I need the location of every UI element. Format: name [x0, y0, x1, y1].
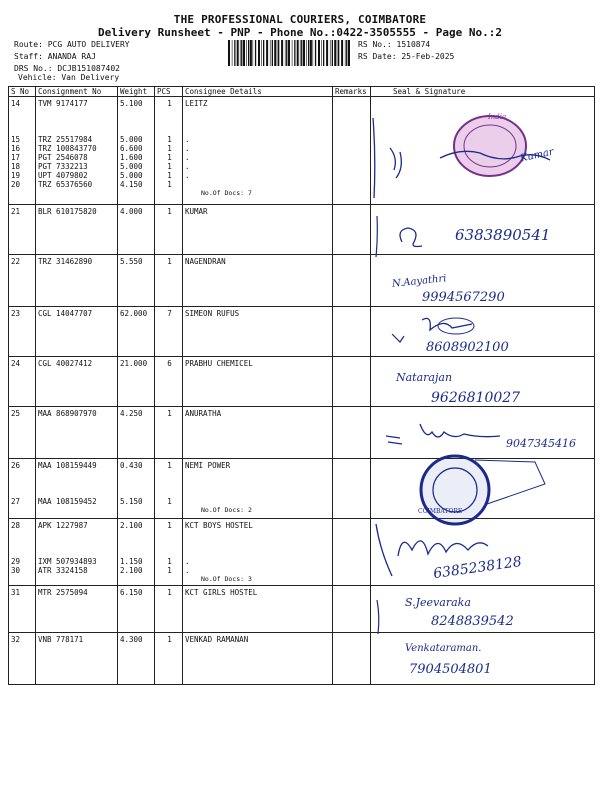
cell-text: APK 1227987	[38, 521, 88, 530]
cell-text: 14	[11, 99, 21, 108]
cell-text: 27	[11, 497, 21, 506]
cell-text	[120, 470, 154, 479]
cell-text: 30	[11, 566, 21, 575]
barcode-bar	[332, 40, 333, 66]
docs-count: No.Of Docs: 7	[201, 189, 252, 197]
cell-pcs	[155, 586, 183, 633]
cell-text: 21	[11, 207, 21, 216]
cell-text: TVM 9174177	[38, 99, 88, 108]
cell-text: 1	[167, 635, 172, 644]
cell-pcs	[155, 205, 183, 255]
route-label: Route: PCG AUTO DELIVERY	[14, 40, 130, 49]
cell-text: 1	[167, 521, 172, 530]
cell-name	[183, 205, 333, 255]
barcode-bar	[261, 40, 262, 66]
barcode-bar	[274, 40, 276, 66]
barcode-bar	[326, 40, 328, 66]
barcode-bar	[337, 40, 338, 66]
handwritten-phone: 6383890541	[455, 226, 551, 244]
barcode-bar	[345, 40, 346, 66]
signature-stroke	[372, 212, 432, 260]
cell-remarks	[333, 97, 371, 205]
cell-text	[157, 548, 182, 557]
cell-name	[183, 357, 333, 407]
cell-text: 18	[11, 162, 21, 171]
cell-text	[38, 530, 117, 539]
cell-text	[38, 479, 117, 488]
barcode-bar	[234, 40, 235, 66]
cell-pcs	[155, 633, 183, 685]
col-header: Weight	[118, 87, 155, 97]
barcode-bar	[303, 40, 305, 66]
barcode-bar	[285, 40, 286, 66]
cell-name	[183, 97, 333, 205]
barcode-bar	[346, 40, 347, 66]
cell-text: MAA 108159452	[38, 497, 97, 506]
barcode-bar	[313, 40, 314, 66]
cell-name	[183, 307, 333, 357]
cell-text: 1	[167, 144, 172, 153]
cell-text	[11, 488, 35, 497]
cell-text: 1	[167, 207, 172, 216]
barcode-bar	[323, 40, 324, 66]
cell-sno	[9, 97, 36, 205]
cell-sno	[9, 519, 36, 586]
cell-text	[38, 470, 117, 479]
cell-name	[183, 586, 333, 633]
cell-name	[183, 459, 333, 519]
col-header: Consignee Details	[183, 87, 333, 97]
cell-text: 1	[167, 566, 172, 575]
cell-text	[38, 117, 117, 126]
cell-text: 1	[167, 557, 172, 566]
cell-wt	[118, 307, 155, 357]
barcode-bar	[263, 40, 264, 66]
cell-pcs	[155, 307, 183, 357]
cell-text	[157, 117, 182, 126]
barcode-bar	[308, 40, 309, 66]
stamp-text: India	[488, 113, 507, 121]
cell-text: NAGENDRAN	[185, 257, 226, 266]
cell-text: 21.000	[120, 359, 148, 368]
handwritten-phone: 8248839542	[431, 614, 514, 629]
cell-wt	[118, 633, 155, 685]
cell-text: 20	[11, 180, 21, 189]
cell-sno	[9, 586, 36, 633]
cell-name	[183, 633, 333, 685]
cell-text: KCT GIRLS HOSTEL	[185, 588, 258, 597]
cell-text	[185, 117, 332, 126]
cell-text	[157, 530, 182, 539]
cell-remarks	[333, 407, 371, 459]
cell-text: .	[185, 153, 190, 162]
cell-text: 31	[11, 588, 21, 597]
cell-text: TRZ 65376560	[38, 180, 93, 189]
cell-text	[185, 530, 332, 539]
barcode-bar	[301, 40, 302, 66]
cell-text: 22	[11, 257, 21, 266]
cell-text: TRZ 100843770	[38, 144, 97, 153]
handwritten-phone: 9047345416	[506, 437, 576, 450]
barcode-bar	[255, 40, 256, 66]
stamp-text: COIMBATORE	[418, 508, 463, 515]
cell-text: 4.150	[120, 180, 143, 189]
cell-text: TRZ 25517984	[38, 135, 93, 144]
cell-sno	[9, 205, 36, 255]
cell-text: 7	[167, 309, 172, 318]
cell-cn	[36, 519, 118, 586]
barcode-bar	[270, 40, 271, 66]
handwritten-phone: 9626810027	[431, 390, 521, 406]
cell-cn	[36, 459, 118, 519]
cell-text: 0.430	[120, 461, 143, 470]
cell-text: SIMEON RUFUS	[185, 309, 240, 318]
cell-text: 1	[167, 162, 172, 171]
cell-text: .	[185, 135, 190, 144]
cell-text: 1	[167, 180, 172, 189]
cell-text: MTR 2575094	[38, 588, 88, 597]
cell-text: TRZ 31462890	[38, 257, 93, 266]
cell-text: PRABHU CHEMICEL	[185, 359, 253, 368]
cell-text: 5.550	[120, 257, 143, 266]
cell-text: CGL 40027412	[38, 359, 93, 368]
handwritten-name: N.Aayathri	[391, 273, 447, 290]
handwritten-name: Venkataraman.	[405, 643, 482, 654]
vehicle-label: Vehicle: Van Delivery	[18, 73, 120, 82]
cell-text	[11, 470, 35, 479]
rs-date: RS Date: 25-Feb-2025	[358, 52, 455, 61]
cell-sno	[9, 459, 36, 519]
cell-text: 1	[167, 257, 172, 266]
cell-text: 6.150	[120, 588, 143, 597]
barcode-bar	[330, 40, 331, 66]
cell-text	[11, 548, 35, 557]
cell-cn	[36, 407, 118, 459]
cell-text: 5.150	[120, 497, 143, 506]
cell-text: 1	[167, 409, 172, 418]
barcode-bar	[288, 40, 290, 66]
cell-text: 1	[167, 171, 172, 180]
cell-text: 26	[11, 461, 21, 470]
cell-sno	[9, 633, 36, 685]
barcode-bar	[278, 40, 279, 66]
cell-text	[120, 539, 154, 548]
cell-text: .	[185, 566, 190, 575]
barcode-bar	[241, 40, 242, 66]
cell-text	[120, 126, 154, 135]
cell-text: 5.100	[120, 99, 143, 108]
handwritten-phone: 7904504801	[409, 662, 492, 677]
cell-pcs	[155, 357, 183, 407]
col-header: PCS	[155, 87, 183, 97]
col-header: Consignment No	[36, 87, 118, 97]
cell-remarks	[333, 586, 371, 633]
barcode-bar	[266, 40, 268, 66]
cell-text	[157, 126, 182, 135]
barcode-bar	[341, 40, 343, 66]
cell-text: 19	[11, 171, 21, 180]
cell-pcs	[155, 407, 183, 459]
col-header: Remarks	[333, 87, 371, 97]
cell-cn	[36, 205, 118, 255]
signature-stroke	[372, 596, 412, 636]
cell-text	[38, 126, 117, 135]
barcode	[228, 40, 353, 66]
runsheet-subtitle: Delivery Runsheet - PNP - Phone No.:0422-3505555 - Page No.:2	[98, 26, 502, 39]
cell-text: MAA 868907970	[38, 409, 97, 418]
staff-label: Staff: ANANDA RAJ	[14, 52, 96, 61]
cell-text	[185, 470, 332, 479]
cell-text: VNB 778171	[38, 635, 84, 644]
barcode-bar	[286, 40, 287, 66]
docs-count: No.Of Docs: 3	[201, 575, 252, 583]
cell-text: 1.600	[120, 153, 143, 162]
cell-text	[185, 180, 332, 189]
barcode-bar	[258, 40, 260, 66]
cell-text: MAA 108159449	[38, 461, 97, 470]
col-header: Seal & Signature	[371, 87, 595, 97]
cell-text: 6.600	[120, 144, 143, 153]
barcode-bar	[277, 40, 278, 66]
cell-text: 16	[11, 144, 21, 153]
cell-text: 1	[167, 153, 172, 162]
cell-text: PGT 2546078	[38, 153, 88, 162]
cell-text	[157, 470, 182, 479]
cell-text: BLR 610175820	[38, 207, 97, 216]
cell-text: 4.250	[120, 409, 143, 418]
cell-text	[120, 479, 154, 488]
cell-cn	[36, 307, 118, 357]
cell-text: VENKAD RAMANAN	[185, 635, 249, 644]
barcode-bar	[338, 40, 339, 66]
handwritten-phone: 8608902100	[426, 340, 509, 355]
barcode-bar	[318, 40, 320, 66]
cell-wt	[118, 459, 155, 519]
cell-remarks	[333, 459, 371, 519]
cell-remarks	[333, 255, 371, 307]
cell-text: 25	[11, 409, 21, 418]
cell-text	[185, 497, 332, 506]
cell-text	[11, 108, 35, 117]
cell-text: PGT 7332213	[38, 162, 88, 171]
cell-text: CGL 14047707	[38, 309, 93, 318]
cell-text: 6	[167, 359, 172, 368]
table-header-row	[9, 87, 595, 97]
cell-pcs	[155, 519, 183, 586]
cell-name	[183, 407, 333, 459]
cell-text	[11, 530, 35, 539]
barcode-bar	[300, 40, 301, 66]
handwritten-name: Kumar	[519, 146, 555, 165]
barcode-bar	[248, 40, 249, 66]
cell-text	[157, 488, 182, 497]
signature-stroke	[380, 420, 510, 450]
barcode-bar	[243, 40, 245, 66]
docs-count: No.Of Docs: 2	[201, 506, 252, 514]
cell-text: 32	[11, 635, 21, 644]
cell-text	[11, 539, 35, 548]
cell-cn	[36, 97, 118, 205]
cell-sno	[9, 357, 36, 407]
barcode-bar	[272, 40, 273, 66]
barcode-bar	[306, 40, 307, 66]
cell-text: 28	[11, 521, 21, 530]
cell-text: 62.000	[120, 309, 148, 318]
barcode-bar	[315, 40, 316, 66]
cell-remarks	[333, 205, 371, 255]
cell-text: 1	[167, 135, 172, 144]
handwritten-name: S.Jeevaraka	[405, 596, 471, 609]
cell-text: 23	[11, 309, 21, 318]
cell-text: .	[185, 144, 190, 153]
cell-text: ATR 3324158	[38, 566, 88, 575]
cell-text: 1.150	[120, 557, 143, 566]
cell-text: .	[185, 557, 190, 566]
cell-remarks	[333, 633, 371, 685]
barcode-bar	[250, 40, 252, 66]
round-seal	[395, 448, 555, 528]
cell-text: 24	[11, 359, 21, 368]
cell-text	[38, 108, 117, 117]
cell-text	[120, 108, 154, 117]
cell-sno	[9, 307, 36, 357]
cell-text	[157, 108, 182, 117]
cell-pcs	[155, 97, 183, 205]
handwritten-phone: 6385238128	[432, 553, 523, 583]
table-row	[9, 519, 595, 586]
cell-sno	[9, 255, 36, 307]
cell-text: 5.000	[120, 162, 143, 171]
cell-text: ANURATHA	[185, 409, 222, 418]
cell-text: 29	[11, 557, 21, 566]
cell-text	[185, 126, 332, 135]
cell-text	[11, 479, 35, 488]
barcode-bar	[228, 40, 230, 66]
cell-text: .	[185, 171, 190, 180]
cell-text: NEMI POWER	[185, 461, 231, 470]
col-header: S No	[9, 87, 36, 97]
cell-text: 1	[167, 588, 172, 597]
cell-text	[120, 488, 154, 497]
cell-text: 2.100	[120, 566, 143, 575]
cell-wt	[118, 357, 155, 407]
barcode-bar	[232, 40, 233, 66]
barcode-bar	[240, 40, 241, 66]
cell-text: 17	[11, 153, 21, 162]
cell-text: LEITZ	[185, 99, 208, 108]
cell-text	[120, 548, 154, 557]
cell-sno	[9, 407, 36, 459]
table-row	[9, 633, 595, 685]
cell-text: 4.300	[120, 635, 143, 644]
cell-text: .	[185, 162, 190, 171]
cell-text: 5.000	[120, 135, 143, 144]
cell-text	[185, 539, 332, 548]
cell-text	[185, 479, 332, 488]
cell-cn	[36, 586, 118, 633]
cell-text	[38, 548, 117, 557]
cell-text: 2.100	[120, 521, 143, 530]
cell-text: 5.000	[120, 171, 143, 180]
cell-text: KUMAR	[185, 207, 208, 216]
cell-text: 1	[167, 461, 172, 470]
drs-number: DRS No.: DCJB151087402	[14, 64, 120, 73]
barcode-bar	[334, 40, 336, 66]
cell-text: 1	[167, 99, 172, 108]
cell-name	[183, 255, 333, 307]
cell-text	[38, 488, 117, 497]
handwritten-phone: 9994567290	[422, 290, 505, 305]
cell-remarks	[333, 307, 371, 357]
cell-text	[38, 539, 117, 548]
cell-text: 1	[167, 497, 172, 506]
barcode-bar	[321, 40, 322, 66]
cell-wt	[118, 205, 155, 255]
cell-text: 15	[11, 135, 21, 144]
cell-remarks	[333, 519, 371, 586]
cell-text: IXM 507934893	[38, 557, 97, 566]
cell-text	[120, 117, 154, 126]
cell-wt	[118, 255, 155, 307]
cell-text	[120, 530, 154, 539]
barcode-bar	[281, 40, 283, 66]
barcode-bar	[294, 40, 295, 66]
barcode-bar	[310, 40, 312, 66]
cell-text	[11, 126, 35, 135]
cell-text: UPT 4079802	[38, 171, 88, 180]
cell-text: 4.000	[120, 207, 143, 216]
cell-pcs	[155, 459, 183, 519]
barcode-bar	[246, 40, 247, 66]
cell-text: KCT BOYS HOSTEL	[185, 521, 253, 530]
cell-pcs	[155, 255, 183, 307]
cell-remarks	[333, 357, 371, 407]
cell-cn	[36, 255, 118, 307]
handwritten-name: Natarajan	[396, 371, 453, 384]
barcode-bar	[348, 40, 350, 66]
cell-cn	[36, 357, 118, 407]
cell-text	[157, 539, 182, 548]
cell-cn	[36, 633, 118, 685]
cell-wt	[118, 407, 155, 459]
cell-wt	[118, 519, 155, 586]
barcode-bar	[292, 40, 293, 66]
cell-wt	[118, 97, 155, 205]
cell-text	[185, 488, 332, 497]
company-title: THE PROFESSIONAL COURIERS, COIMBATORE	[173, 13, 427, 26]
table-row	[9, 255, 595, 307]
barcode-bar	[253, 40, 254, 66]
cell-text	[185, 548, 332, 557]
rs-number: RS No.: 1510874	[358, 40, 431, 49]
cell-text	[185, 108, 332, 117]
cell-wt	[118, 586, 155, 633]
barcode-bar	[237, 40, 239, 66]
cell-text	[157, 479, 182, 488]
cell-text	[11, 117, 35, 126]
barcode-bar	[297, 40, 299, 66]
cell-name	[183, 519, 333, 586]
